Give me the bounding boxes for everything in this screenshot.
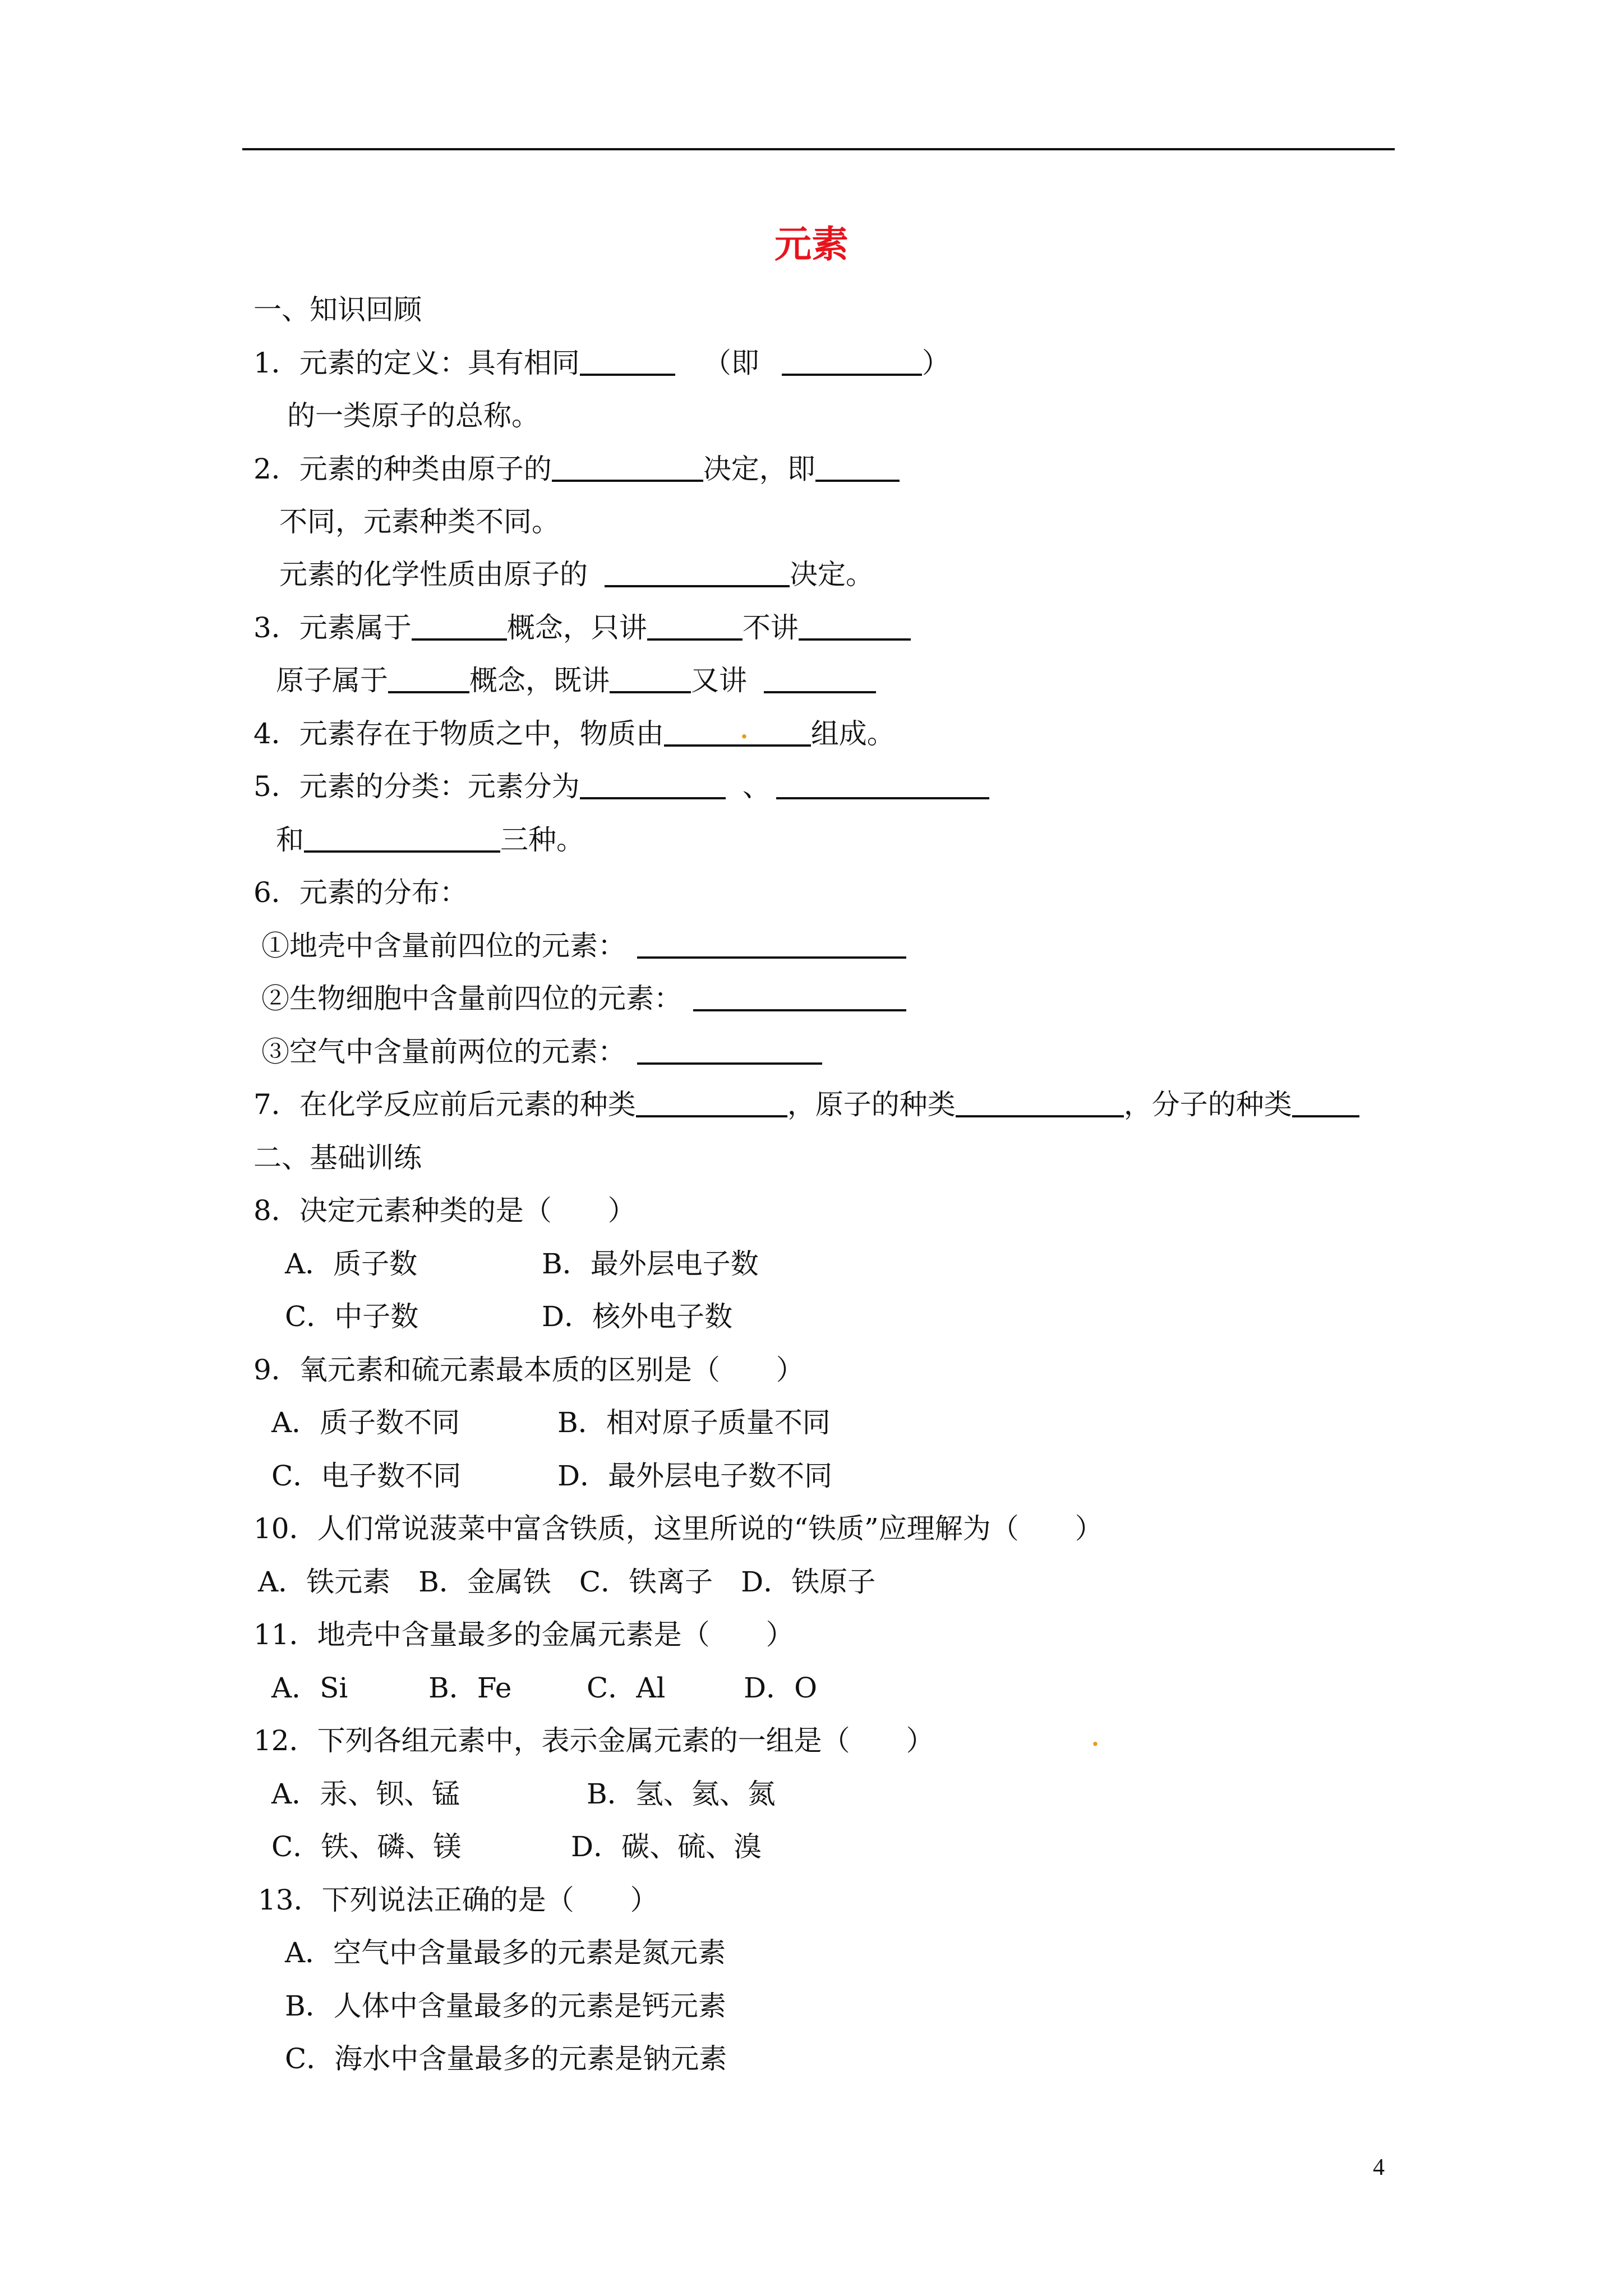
question-12-option-a[interactable]: A．汞、钡、锰 — [271, 1778, 460, 1810]
question-2-chem: 元素的化学性质由原子的 决定。 — [279, 558, 874, 591]
fill-blank[interactable] — [782, 347, 922, 376]
question-6: 6．元素的分布： — [253, 876, 468, 909]
fill-blank[interactable] — [776, 770, 989, 799]
stray-mark: · — [740, 724, 748, 750]
question-9-option-c[interactable]: C．电子数不同 — [271, 1460, 462, 1492]
question-9-option-b[interactable]: B．相对原子质量不同 — [557, 1406, 831, 1439]
fill-blank[interactable] — [764, 664, 876, 693]
question-12-option-b[interactable]: B．氢、氦、氮 — [587, 1778, 776, 1810]
question-12-option-d[interactable]: D．碳、硫、溴 — [571, 1830, 762, 1863]
question-6-air: ③空气中含量前两位的元素： — [261, 1035, 822, 1069]
fill-blank[interactable] — [388, 664, 469, 693]
fill-blank[interactable] — [580, 770, 726, 799]
question-2-cont: 不同，元素种类不同。 — [279, 505, 560, 538]
question-12: 12．下列各组元素中，表示金属元素的一组是（ ） — [253, 1724, 934, 1757]
fill-blank[interactable] — [956, 1088, 1124, 1117]
question-8-option-b[interactable]: B．最外层电子数 — [542, 1248, 759, 1280]
question-13: 13．下列说法正确的是（ ） — [258, 1884, 658, 1916]
question-11-option-d[interactable]: D．O — [744, 1672, 818, 1704]
fill-blank[interactable] — [815, 453, 900, 482]
question-7: 7．在化学反应前后元素的种类 ，原子的种类 ，分子的种类 — [253, 1088, 1359, 1121]
fill-blank[interactable] — [552, 453, 703, 482]
question-6-crust: ①地壳中含量前四位的元素： — [261, 929, 906, 963]
fill-blank[interactable] — [637, 930, 906, 959]
fill-blank[interactable] — [412, 611, 507, 641]
fill-blank[interactable] — [304, 823, 500, 853]
question-6-cells: ②生物细胞中含量前四位的元素： — [261, 982, 906, 1015]
page-title: 元素 — [774, 223, 849, 266]
fill-blank[interactable] — [580, 347, 675, 376]
question-8-option-a[interactable]: A．质子数 — [285, 1248, 418, 1280]
section-heading-review: 一、知识回顾 — [253, 293, 422, 326]
question-13-option-a[interactable]: A．空气中含量最多的元素是氮元素 — [285, 1936, 726, 1969]
question-5: 5．元素的分类：元素分为 、 — [253, 770, 989, 803]
fill-blank[interactable] — [693, 982, 906, 1011]
section-heading-practice: 二、基础训练 — [253, 1142, 422, 1174]
fill-blank[interactable] — [664, 717, 811, 747]
question-3-cont: 原子属于 概念，既讲 又讲 — [276, 664, 876, 697]
fill-blank[interactable] — [1292, 1088, 1359, 1117]
fill-blank[interactable] — [799, 611, 911, 641]
fill-blank[interactable] — [636, 1088, 787, 1117]
question-9-option-d[interactable]: D．最外层电子数不同 — [557, 1460, 833, 1492]
question-13-option-b[interactable]: B．人体中含量最多的元素是钙元素 — [285, 1990, 726, 2022]
question-11: 11．地壳中含量最多的金属元素是（ ） — [253, 1618, 794, 1651]
question-1-cont: 的一类原子的总称。 — [287, 399, 540, 432]
fill-blank[interactable] — [637, 1036, 822, 1065]
question-1: 1．元素的定义：具有相同 （即 ） — [253, 347, 950, 379]
header-rule — [242, 148, 1395, 150]
question-9-option-a[interactable]: A．质子数不同 — [271, 1406, 460, 1439]
question-11-option-b[interactable]: B．Fe — [428, 1672, 512, 1704]
question-8-option-c[interactable]: C．中子数 — [285, 1300, 419, 1333]
question-11-option-c[interactable]: C．Al — [587, 1672, 666, 1704]
fill-blank[interactable] — [605, 558, 790, 587]
question-2: 2．元素的种类由原子的 决定，即 — [253, 452, 900, 486]
question-10-options[interactable]: A．铁元素 B．金属铁 C．铁离子 D．铁原子 — [258, 1566, 876, 1598]
question-11-option-a[interactable]: A．Si — [271, 1672, 348, 1704]
fill-blank[interactable] — [610, 664, 691, 693]
question-4: 4．元素存在于物质之中，物质由 组成。 — [253, 717, 895, 750]
question-8-option-d[interactable]: D．核外电子数 — [542, 1300, 733, 1333]
question-13-option-c[interactable]: C．海水中含量最多的元素是钠元素 — [285, 2042, 727, 2075]
question-12-option-c[interactable]: C．铁、磷、镁 — [271, 1830, 462, 1863]
fill-blank[interactable] — [647, 611, 743, 641]
page-number: 4 — [1373, 2155, 1385, 2180]
question-8: 8．决定元素种类的是（ ） — [253, 1194, 636, 1227]
question-5-cont: 和 三种。 — [276, 823, 584, 856]
stray-mark: · — [1091, 1731, 1099, 1757]
question-10: 10．人们常说菠菜中富含铁质，这里所说的“铁质”应理解为（ ） — [253, 1512, 1103, 1545]
question-9: 9．氧元素和硫元素最本质的区别是（ ） — [253, 1354, 804, 1386]
question-3: 3．元素属于 概念，只讲 不讲 — [253, 611, 911, 645]
